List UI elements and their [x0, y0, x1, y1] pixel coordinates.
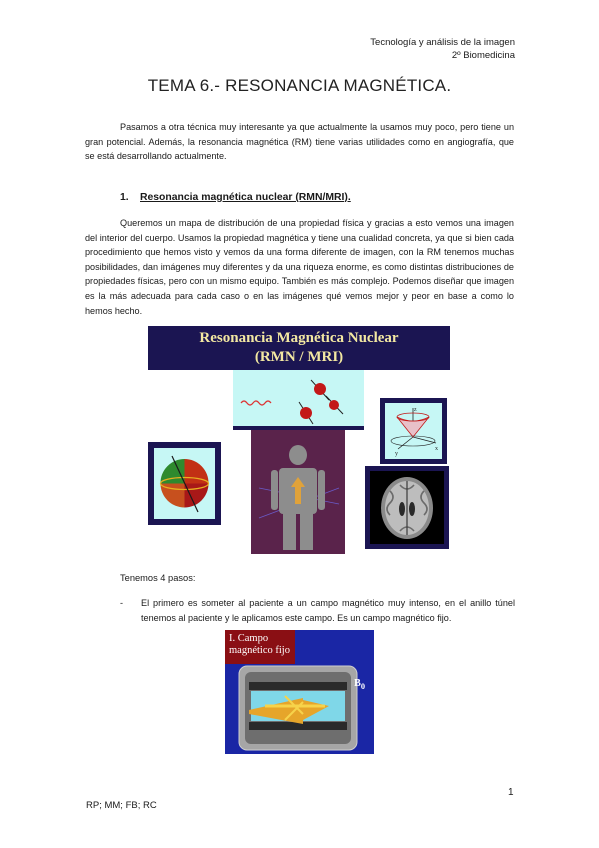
sphere-illustration: [154, 448, 215, 519]
patient-body-panel: [251, 430, 345, 554]
banner-subtitle: (RMN / MRI): [254, 349, 344, 365]
magnetized-sphere-panel: [148, 442, 221, 525]
precession-cone-illustration: [385, 403, 442, 459]
b0-symbol: B: [354, 678, 361, 689]
page-header: [370, 36, 515, 62]
page-footer: RP; MM; FB; RC: [86, 800, 157, 811]
header-degree: 2º Biomedicina: [451, 50, 515, 61]
mri-composite-figure: [148, 326, 450, 555]
human-figure-illustration: [251, 430, 345, 554]
brain-mri-image: [370, 471, 444, 544]
header-course: Tecnología y análisis de la imagen: [370, 37, 515, 48]
brain-scan-panel: [365, 466, 449, 549]
intro-paragraph: Pasamos a otra técnica muy interesante ya que actualmente la usamos muy poco, pero tiene un gran potencial. Además, la resonancia magnética (RM) tiene varias utilidades como en angiografía, que se está desarrollando actualmente.: [85, 122, 514, 162]
page-number: 1: [508, 787, 514, 798]
banner-title: Resonancia Magnética Nuclear: [199, 330, 399, 346]
steps-intro: Tenemos 4 pasos:: [120, 573, 196, 583]
fixed-field-label-line2: magnético fijo: [229, 645, 290, 656]
axis-y-label: y: [395, 451, 398, 457]
section-title: Resonancia magnética nuclear (RMN/MRI).: [140, 192, 351, 203]
b0-subscript: 0: [360, 682, 365, 691]
cone-panel-bg: [385, 403, 442, 459]
brain-scan-bg: [370, 471, 444, 544]
step-1-text: El primero es someter al paciente a un campo magnético muy intenso, en el anillo túnel tenemos al paciente y le aplicamos este campo. Es un campo magnético fijo.: [141, 598, 515, 623]
spin-particles-illustration: [233, 370, 364, 426]
section-heading: [120, 192, 351, 203]
axis-x-label: x: [435, 446, 438, 452]
spin-particles-panel: [233, 370, 364, 430]
axis-z-label: z: [414, 407, 417, 413]
page-title: TEMA 6.- RESONANCIA MAGNÉTICA.: [147, 76, 452, 95]
b0-field-label: [354, 678, 365, 691]
fixed-field-label: [225, 630, 295, 664]
bullet-dash: -: [120, 598, 124, 608]
fixed-field-label-line1: I. Campo: [229, 633, 269, 644]
section-number: 1.: [120, 192, 129, 203]
body-paragraph: Queremos un mapa de distribución de una propiedad física y gracias a esto vemos una imagen del interior del cuerpo. Usamos la propiedad magnética y tiene una cualidad concreta, ya que si bien cada procedimiento que hemos visto y vemos da una forma diferente de imagen, con la RM tenemos muchas posibilidades, dan imágenes muy diferentes y da una riqueza enorme, es como distintas distribuciones de propiedades físicas, pero con un mismo equipo. También es más complejo. Podemos diseñar que imagen es la más adecuada para cada caso o en las imágenes qué vemos mejor y peor en base a como lo hemos hecho.: [85, 218, 514, 316]
figure-banner: [148, 326, 450, 370]
step-1-item: [120, 596, 515, 626]
fixed-field-figure: [225, 630, 374, 754]
precession-cone-panel: [380, 398, 447, 464]
sphere-panel-bg: [154, 448, 215, 519]
